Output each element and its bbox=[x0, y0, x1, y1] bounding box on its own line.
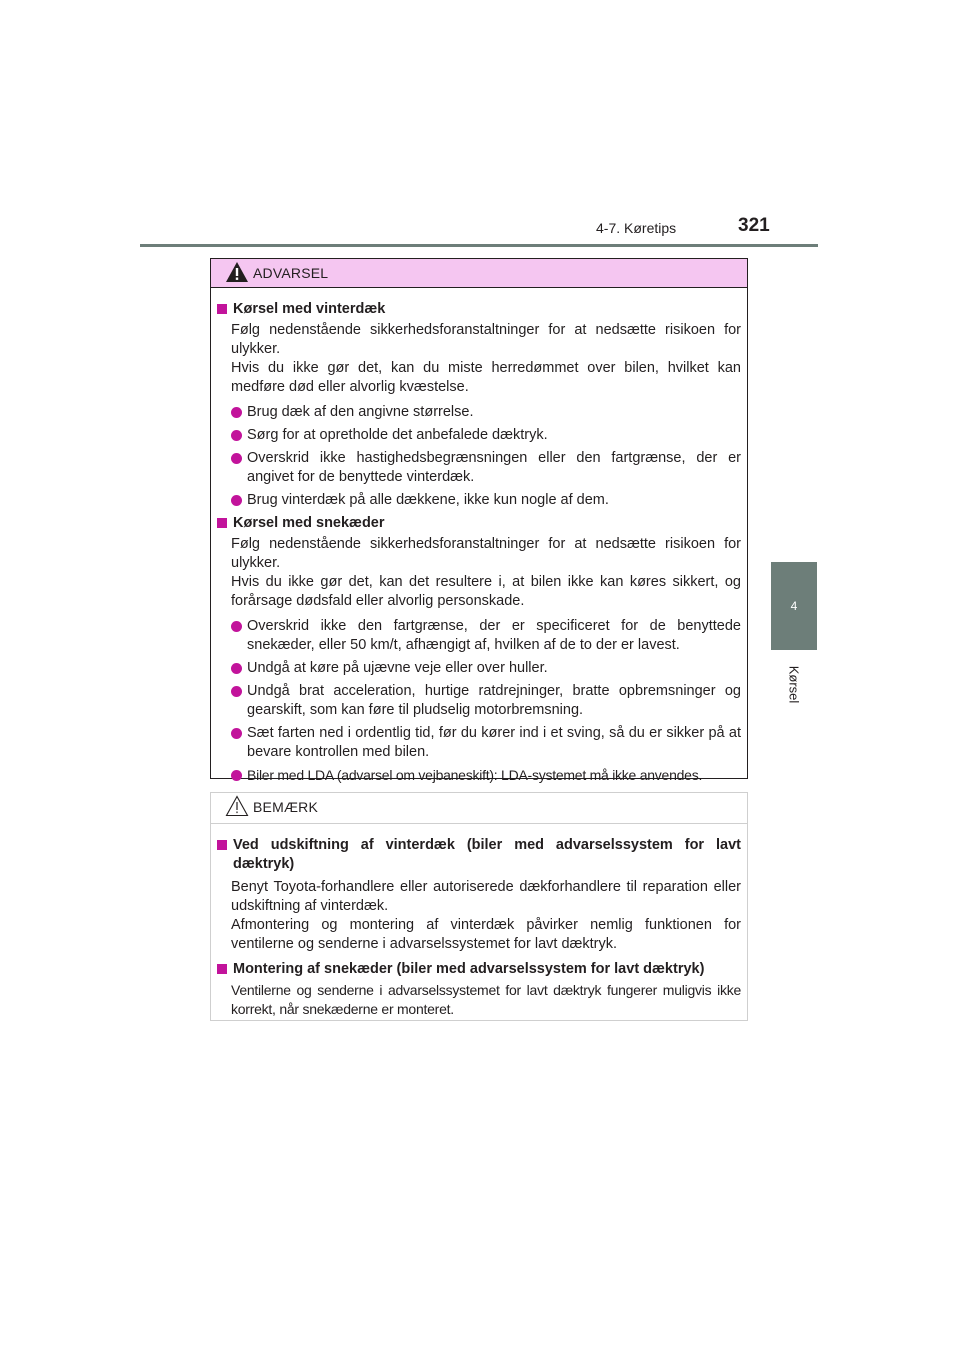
dot-bullet-icon bbox=[231, 728, 242, 739]
dot-bullet-icon bbox=[231, 453, 242, 464]
list-item: Brug vinterdæk på alle dækkene, ikke kun nogle af dem. bbox=[217, 491, 741, 510]
warning-body bbox=[211, 288, 747, 785]
page-number: 321 bbox=[738, 215, 770, 236]
dot-bullet-icon bbox=[231, 663, 242, 674]
list-item: Sæt farten ned i ordentlig tid, før du kører ind i et sving, så du er sikker på at bevare kontrollen med bilen. bbox=[217, 724, 741, 762]
list-item: Overskrid ikke den fartgrænse, der er specificeret for de benyttede snekæder, eller 50 km/t, afhængigt af, hvilken af de to der er lavest. bbox=[217, 617, 741, 655]
chapter-title: Kørsel bbox=[786, 665, 802, 703]
section-heading: Ved udskiftning af vinterdæk (biler med advarselssystem for lavt dæktryk) bbox=[217, 836, 741, 874]
chapter-tab bbox=[771, 562, 817, 650]
square-bullet-icon bbox=[217, 304, 227, 314]
list-item: Overskrid ikke hastighedsbegrænsningen eller den fartgrænse, der er angivet for de benyttede vinterdæk. bbox=[217, 449, 741, 487]
dot-bullet-icon bbox=[231, 430, 242, 441]
square-bullet-icon bbox=[217, 840, 227, 850]
dot-bullet-icon bbox=[231, 621, 242, 632]
section-heading: Montering af snekæder (biler med advarselssystem for lavt dæktryk) bbox=[217, 960, 741, 979]
dot-bullet-icon bbox=[231, 770, 242, 781]
list-item: Undgå brat acceleration, hurtige ratdrejninger, bratte opbremsninger og gearskift, som kan føre til pludselig motorbremsning. bbox=[217, 682, 741, 720]
dot-bullet-icon bbox=[231, 407, 242, 418]
paragraph: Hvis du ikke gør det, kan det resultere i, at bilen ikke kan køres sikkert, og forårsage dødsfald eller alvorlig personskade. bbox=[231, 574, 741, 609]
paragraph: Følg nedenstående sikkerhedsforanstaltninger for at nedsætte risikoen for ulykker. bbox=[231, 322, 741, 357]
section-heading: Kørsel med vinterdæk bbox=[217, 300, 741, 319]
warning-header bbox=[211, 259, 747, 288]
list-item: Undgå at køre på ujævne veje eller over huller. bbox=[217, 659, 741, 678]
header-section-title: 4-7. Køretips bbox=[596, 220, 677, 236]
header-rule bbox=[140, 244, 818, 247]
note-title: BEMÆRK bbox=[253, 799, 318, 815]
square-bullet-icon bbox=[217, 964, 227, 974]
section-heading: Kørsel med snekæder bbox=[217, 514, 741, 533]
warning-title: ADVARSEL bbox=[253, 265, 329, 281]
dot-bullet-icon bbox=[231, 495, 242, 506]
square-bullet-icon bbox=[217, 518, 227, 528]
list-item: Biler med LDA (advarsel om vejbaneskift): LDA-systemet må ikke anvendes. bbox=[217, 766, 741, 785]
list-item: Sørg for at opretholde det anbefalede dæktryk. bbox=[217, 426, 741, 445]
chapter-number: 4 bbox=[790, 599, 798, 613]
note-header bbox=[211, 793, 747, 824]
warning-box bbox=[210, 258, 748, 783]
paragraph: Benyt Toyota-forhandlere eller autoriserede dækforhandlere til reparation eller udskiftning af vinterdæk. bbox=[231, 879, 741, 914]
dot-bullet-icon bbox=[231, 686, 242, 697]
paragraph: Følg nedenstående sikkerhedsforanstaltninger for at nedsætte risikoen for ulykker. bbox=[231, 536, 741, 571]
paragraph: Ventilerne og senderne i advarselssystemet for lavt dæktryk fungerer muligvis ikke korrekt, når snekæderne er monteret. bbox=[231, 982, 741, 1017]
paragraph: Afmontering og montering af vinterdæk påvirker nemlig funktionen for ventilerne og senderne i advarselssystemet for lavt dæktryk. bbox=[231, 917, 741, 952]
paragraph: Hvis du ikke gør det, kan du miste herredømmet over bilen, hvilket kan medføre død eller alvorlig kvæstelse. bbox=[231, 360, 741, 395]
caution-outline-icon bbox=[225, 795, 249, 817]
note-body bbox=[211, 824, 747, 1019]
note-box bbox=[210, 792, 748, 1021]
list-item: Brug dæk af den angivne størrelse. bbox=[217, 403, 741, 422]
warning-triangle-icon bbox=[225, 261, 249, 283]
